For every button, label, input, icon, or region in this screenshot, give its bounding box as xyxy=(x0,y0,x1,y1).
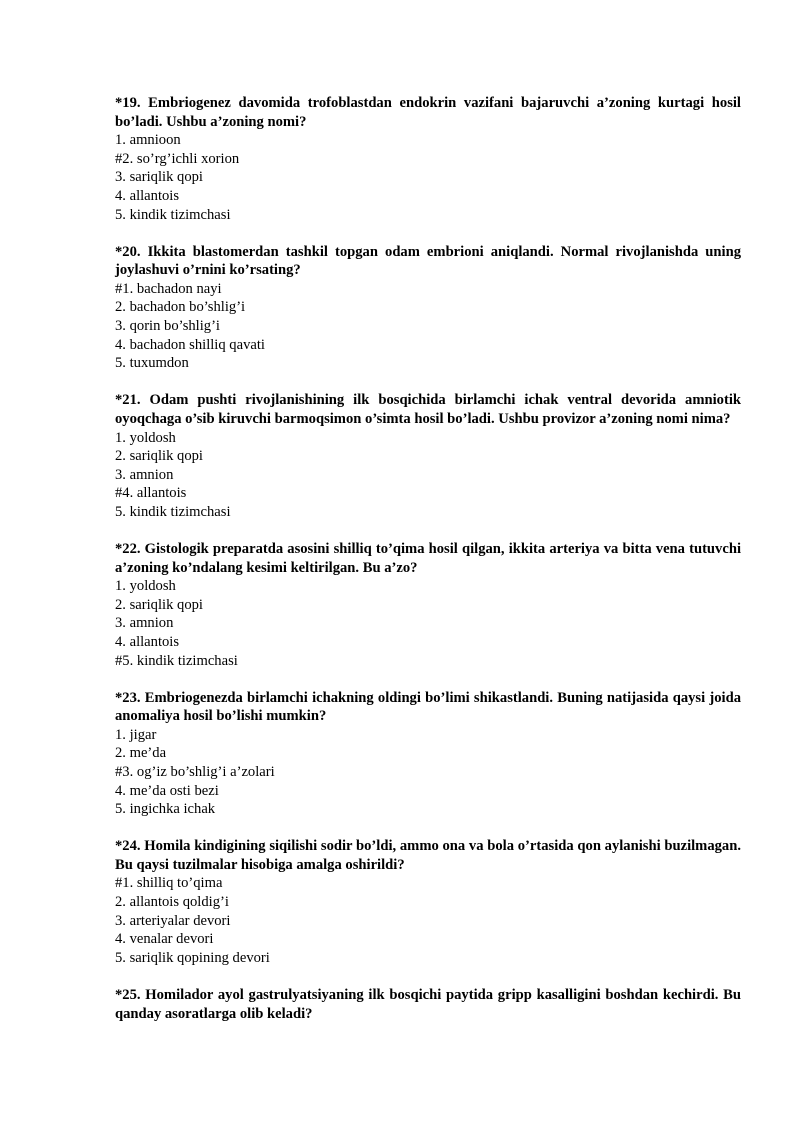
answer-option: 4. bachadon shilliq qavati xyxy=(115,336,265,353)
answer-option-correct: #3. og’iz bo’shlig’i a’zolari xyxy=(115,764,275,780)
answer-option: 1. amnioon xyxy=(115,132,181,149)
answer-option: 3. amnion xyxy=(115,466,174,483)
document-page xyxy=(115,94,741,1042)
answer-option: 2. sariqlik qopi xyxy=(115,596,203,613)
answer-option: 1. yoldosh xyxy=(115,429,176,446)
answer-options xyxy=(115,280,741,373)
question-text: *19. Embriogenez davomida trofoblastdan endokrin vazifani bajaruvchi a’zoning kurtagi hosil bo’ladi. Ushbu a’zoning nomi? xyxy=(115,95,741,130)
answer-option: 5. ingichka ichak xyxy=(115,801,216,818)
question-text: *23. Embriogenezda birlamchi ichakning oldingi bo’limi shikastlandi. Buning natijasida qaysi joida anomaliya hosil bo’lishi mumkin? xyxy=(115,689,741,725)
question-19 xyxy=(115,94,741,224)
question-text: *25. Homilador ayol gastrulyatsiyaning ilk bosqichi paytida gripp kasalligini boshdan kechirdi. Bu qanday asoratlarga olib keladi? xyxy=(115,986,741,1022)
answer-options xyxy=(115,577,741,670)
answer-options xyxy=(115,429,741,522)
answer-option: 3. arteriyalar devori xyxy=(115,912,231,929)
answer-options xyxy=(115,874,741,967)
question-text: *24. Homila kindigining siqilishi sodir bo’ldi, ammo ona va bola o’rtasida qon aylanishi buzilmagan. Bu qaysi tuzilmalar hisobiga amalga oshirildi? xyxy=(115,838,741,873)
answer-option: 3. amnion xyxy=(115,615,174,632)
answer-option-correct: #5. kindik tizimchasi xyxy=(115,652,238,669)
answer-option: 5. tuxumdon xyxy=(115,355,189,372)
answer-option: 4. venalar devori xyxy=(115,931,214,948)
question-21 xyxy=(115,391,741,521)
answer-option: 5. kindik tizimchasi xyxy=(115,206,231,223)
question-text: *21. Odam pushti rivojlanishining ilk bosqichida birlamchi ichak ventral devorida amniotik oyoqchaga o’sib kiruvchi barmoqsimon o’simta hosil bo’ladi. Ushbu provizor a’zoning nomi nima? xyxy=(115,392,741,427)
question-25 xyxy=(115,986,741,1023)
answer-option-correct: #1. shilliq to’qima xyxy=(115,875,223,892)
answer-option: 4. me’da osti bezi xyxy=(115,782,219,799)
answer-options xyxy=(115,726,741,819)
question-23 xyxy=(115,689,741,819)
answer-option: 2. sariqlik qopi xyxy=(115,448,203,465)
answer-option: 1. yoldosh xyxy=(115,578,176,595)
question-22 xyxy=(115,540,741,670)
answer-options xyxy=(115,131,741,224)
question-20 xyxy=(115,243,741,373)
question-text: *22. Gistologik preparatda asosini shilliq to’qima hosil qilgan, ikkita arteriya va bitta vena tutuvchi a’zoning ko’ndalang kesimi keltirilgan. Bu a’zo? xyxy=(115,540,741,576)
answer-option: 4. allantois xyxy=(115,187,180,204)
answer-option: 3. qorin bo’shlig’i xyxy=(115,318,220,335)
answer-option: 1. jigar xyxy=(115,726,157,743)
answer-option: 2. allantois qoldig’i xyxy=(115,894,229,911)
answer-option: 5. sariqlik qopining devori xyxy=(115,949,270,966)
answer-option-correct: #1. bachadon nayi xyxy=(115,280,222,297)
answer-option-correct: #2. so’rg’ichli xorion xyxy=(115,150,240,167)
answer-option-correct: #4. allantois xyxy=(115,485,187,502)
answer-option: 2. me’da xyxy=(115,745,167,762)
question-text: *20. Ikkita blastomerdan tashkil topgan odam embrioni aniqlandi. Normal rivojlanishda uning joylashuvi o’rnini ko’rsating? xyxy=(115,243,741,279)
answer-option: 2. bachadon bo’shlig’i xyxy=(115,299,246,316)
answer-option: 3. sariqlik qopi xyxy=(115,169,203,186)
answer-option: 4. allantois xyxy=(115,633,180,650)
question-24 xyxy=(115,837,741,967)
answer-option: 5. kindik tizimchasi xyxy=(115,503,231,520)
